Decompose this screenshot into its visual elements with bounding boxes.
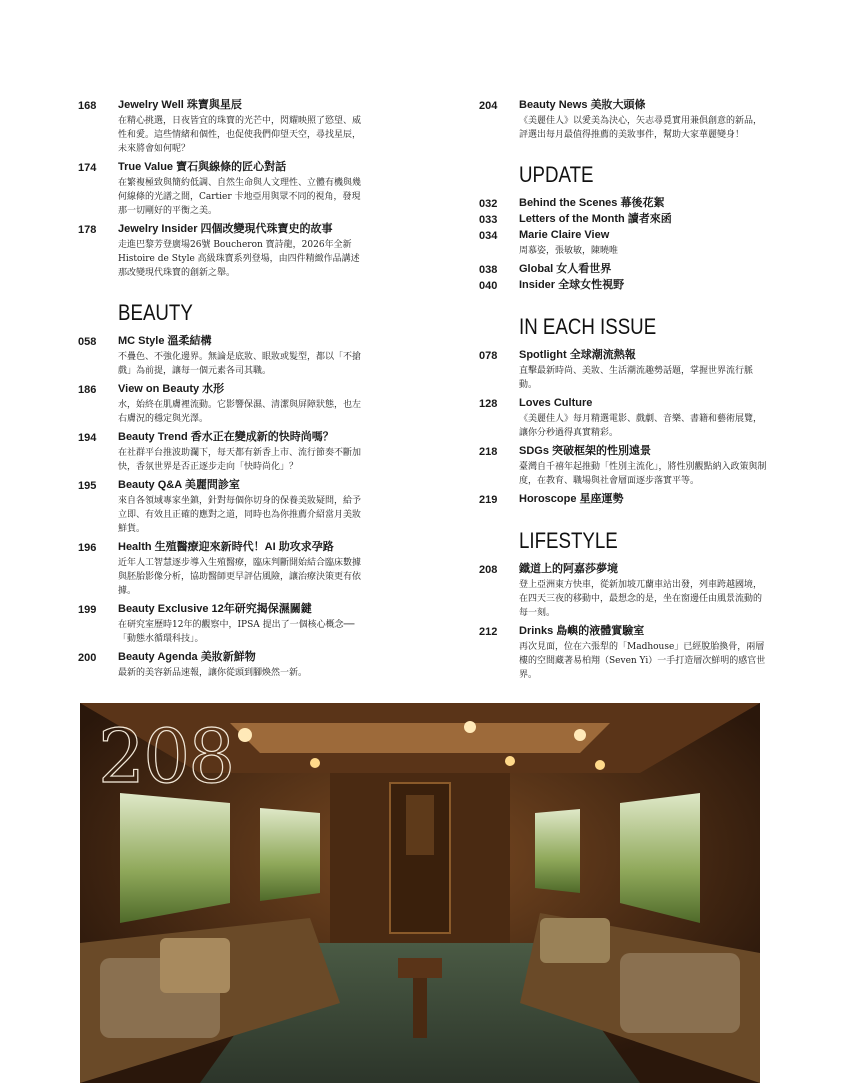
toc-entry	[479, 444, 769, 488]
toc-entry-page-number: 196	[78, 542, 97, 554]
toc-entry-body	[118, 430, 368, 474]
toc-entry	[479, 228, 769, 258]
toc-entry-body	[118, 650, 368, 680]
toc-entry-title: Jewelry Well 珠寶與星辰	[118, 99, 242, 111]
toc-lifestyle-group	[479, 562, 769, 682]
toc-entry-title: Beauty News 美妝大頭條	[519, 99, 646, 111]
toc-entry-title: Beauty Agenda 美妝新鮮物	[118, 651, 256, 663]
toc-entry-page-number: 195	[78, 480, 97, 492]
toc-entry-description: 再次見面，位在六張犁的「Madhouse」已經脫胎換骨，兩層樓的空間藏著易柏翔（Seven Yi）一手打造層次鮮明的感官世界。	[519, 642, 766, 680]
toc-entry-page-number: 186	[78, 384, 97, 396]
toc-entry-body	[519, 562, 769, 620]
toc-entry-body	[118, 222, 368, 280]
toc-entry-title: View on Beauty 水形	[118, 383, 225, 395]
toc-entry	[479, 348, 769, 392]
toc-entry-title: Jewelry Insider 四個改變現代珠寶史的故事	[118, 223, 333, 235]
toc-entry-description: 周慕姿，張敏敏，陳曉唯	[519, 246, 619, 256]
toc-entry	[78, 160, 368, 218]
toc-entry-description: 登上亞洲東方快車，從新加坡兀蘭車站出發，列車跨越國境，在四天三夜的移動中，最想念的是，坐在窗邊任由風景流動的每一刻。	[519, 580, 763, 618]
toc-entry-body	[519, 278, 769, 294]
toc-left-column	[78, 98, 368, 684]
toc-entry-page-number: 058	[78, 336, 97, 348]
toc-in-each-issue-group	[479, 348, 769, 508]
toc-entry	[479, 396, 769, 440]
toc-entry-page-number: 204	[479, 100, 498, 112]
train-interior-photo	[80, 703, 760, 1083]
toc-entry-description: 《美麗佳人》每月精選電影、戲劇、音樂、書籍和藝術展覽，讓你分秒過得真實精彩。	[519, 414, 763, 438]
toc-entry-page-number: 219	[479, 494, 498, 506]
toc-entry-title: MC Style 溫柔結構	[118, 335, 212, 347]
toc-entry	[78, 222, 368, 280]
toc-entry-page-number: 174	[78, 162, 97, 174]
toc-entry-body	[118, 382, 368, 426]
toc-entry-title: SDGs 突破框架的性別遠景	[519, 445, 652, 457]
toc-entry-title: 鐵道上的阿嘉莎夢境	[519, 563, 618, 575]
toc-right-column	[479, 98, 769, 686]
toc-entry-page-number: 212	[479, 626, 498, 638]
toc-entry-page-number: 200	[78, 652, 97, 664]
section-heading-beauty: BEAUTY	[118, 300, 193, 325]
toc-entry-page-number: 194	[78, 432, 97, 444]
toc-entry	[479, 262, 769, 278]
toc-update-group	[479, 196, 769, 294]
toc-entry	[78, 650, 368, 680]
toc-entry-title: Loves Culture	[519, 397, 593, 409]
toc-entry-body	[519, 262, 769, 278]
toc-entry-title: Drinks 島嶼的液體實驗室	[519, 625, 645, 637]
toc-entry-title: Beauty Exclusive 12年研究揭保濕關鍵	[118, 603, 312, 615]
toc-entry	[479, 278, 769, 294]
toc-entry-title: Beauty Q&A 美麗問診室	[118, 479, 240, 491]
toc-entry-page-number: 038	[479, 264, 498, 276]
toc-entry-page-number: 168	[78, 100, 97, 112]
toc-entry-page-number: 032	[479, 198, 498, 210]
toc-entry-body	[118, 98, 368, 156]
toc-entry-page-number: 128	[479, 398, 498, 410]
toc-entry-description: 臺灣自千禧年起推動「性別主流化」，將性別觀點納入政策與制度，在教育、職場與社會層面逐步落實平等。	[519, 462, 767, 486]
toc-entry	[479, 562, 769, 620]
toc-entry-description: 水，始終在肌膚裡流動。它影響保濕、清潔與屏障狀態，也左右膚況的穩定與光澤。	[118, 400, 362, 424]
toc-beauty-group	[78, 334, 368, 680]
toc-entry	[78, 98, 368, 156]
toc-entry-description: 不疊色、不強化邊界。無論是底妝、眼妝或髮型，都以「不搶戲」為前提，讓每一個元素各司其職。	[118, 352, 362, 376]
toc-entry-body	[118, 540, 368, 598]
toc-entry-title: Behind the Scenes 幕後花絮	[519, 197, 665, 209]
toc-entry-body	[118, 334, 368, 378]
toc-entry-page-number: 078	[479, 350, 498, 362]
toc-entry-description: 走進巴黎芳登廣場26號 Boucheron 寶詩龍，2026年全新 Histoire de Style 高級珠寶系列登場，由四件精緻作品講述那改變現代珠寶的創新之舉。	[118, 240, 360, 278]
section-heading-update: UPDATE	[519, 162, 594, 187]
toc-entry-description: 直擊最新時尚、美妝、生活潮流趣勢話題，掌握世界流行脈動。	[519, 366, 754, 390]
toc-jewelry-group	[78, 98, 368, 280]
toc-entry	[479, 212, 769, 228]
toc-entry-page-number: 199	[78, 604, 97, 616]
toc-entry-description: 《美麗佳人》以愛美為決心，矢志尋覓實用兼俱創意的新品，評選出每月最值得推薦的美妝事件，幫助大家華麗變身！	[519, 116, 763, 140]
toc-entry-title: Health 生殖醫療迎來新時代！AI 助攻求孕路	[118, 541, 334, 553]
toc-entry	[78, 540, 368, 598]
toc-entry-body	[118, 602, 368, 646]
toc-entry-body	[519, 196, 769, 212]
toc-entry-page-number: 218	[479, 446, 498, 458]
toc-entry	[78, 334, 368, 378]
toc-entry	[78, 478, 368, 536]
toc-entry-page-number: 208	[479, 564, 498, 576]
toc-entry-body	[519, 396, 769, 440]
toc-entry-description: 在研究室歷時12年的觀察中，IPSA 提出了一個核心概念──「動態水循環科技」。	[118, 620, 355, 644]
toc-entry	[78, 430, 368, 474]
toc-entry-description: 在精心挑選，日夜皆宜的珠寶的光芒中，閃耀映照了慾望、威性和愛。這些情緒和個性，也促使我們仰望天空，尋找星辰，未來將會如何呢？	[118, 116, 362, 154]
toc-entry	[479, 98, 769, 142]
toc-entry-page-number: 034	[479, 230, 498, 242]
toc-entry	[479, 624, 769, 682]
toc-entry-title: True Value 寶石與線條的匠心對話	[118, 161, 287, 173]
toc-entry-body	[519, 212, 769, 228]
toc-entry-title: Horoscope 星座運勢	[519, 493, 624, 505]
section-heading-in-each-issue: IN EACH ISSUE	[519, 314, 657, 339]
feature-page-number: 208	[98, 714, 234, 800]
toc-entry-title: Marie Claire View	[519, 229, 610, 241]
toc-entry-body	[519, 98, 769, 142]
toc-entry-body	[519, 492, 769, 508]
toc-entry-description: 近年人工智慧逐步導入生殖醫療，臨床判斷開始結合臨床數據與胚胎影像分析，協助醫師更早評估風險，讓治療決策更有依據。	[118, 558, 362, 596]
toc-entry-body	[118, 478, 368, 536]
section-heading-lifestyle: LIFESTYLE	[519, 528, 618, 553]
toc-entry-description: 在社群平台推波助瀾下，每天都有新香上市、流行節奏不斷加快，香氛世界是否正逐步走向「快時尚化」？	[118, 448, 362, 472]
toc-entry-title: Spotlight 全球潮流熱報	[519, 349, 636, 361]
toc-entry	[78, 602, 368, 646]
toc-entry-title: Global 女人看世界	[519, 263, 612, 275]
toc-entry-title: Insider 全球女性視野	[519, 279, 625, 291]
toc-entry-page-number: 033	[479, 214, 498, 226]
toc-entry-body	[519, 228, 769, 258]
toc-entry-page-number: 040	[479, 280, 498, 292]
toc-entry-description: 來自各領域專家坐鎮，針對每個你切身的保養美妝疑問，給予立即、有效且正確的應對之道，同時也為你推薦介紹當月美妝鮮貨。	[118, 496, 362, 534]
toc-entry-description: 最新的美容新品速報，讓你從頭到腳煥然一新。	[118, 668, 308, 678]
toc-entry-body	[118, 160, 368, 218]
toc-entry-body	[519, 444, 769, 488]
toc-entry	[479, 196, 769, 212]
toc-entry	[479, 492, 769, 508]
toc-entry-title: Beauty Trend 香水正在變成新的快時尚嗎？	[118, 431, 334, 443]
toc-entry-body	[519, 348, 769, 392]
toc-beauty-news-group	[479, 98, 769, 142]
toc-entry-page-number: 178	[78, 224, 97, 236]
toc-entry-body	[519, 624, 769, 682]
toc-entry	[78, 382, 368, 426]
toc-entry-title: Letters of the Month 讀者來函	[519, 213, 672, 225]
toc-entry-description: 在繁複極致與簡約低調、自然生命與人文理性、立體有機與幾何線條的光譜之間，Cartier 卡地亞用與眾不同的視角，發現那一切剛好的平衡之美。	[118, 178, 362, 216]
